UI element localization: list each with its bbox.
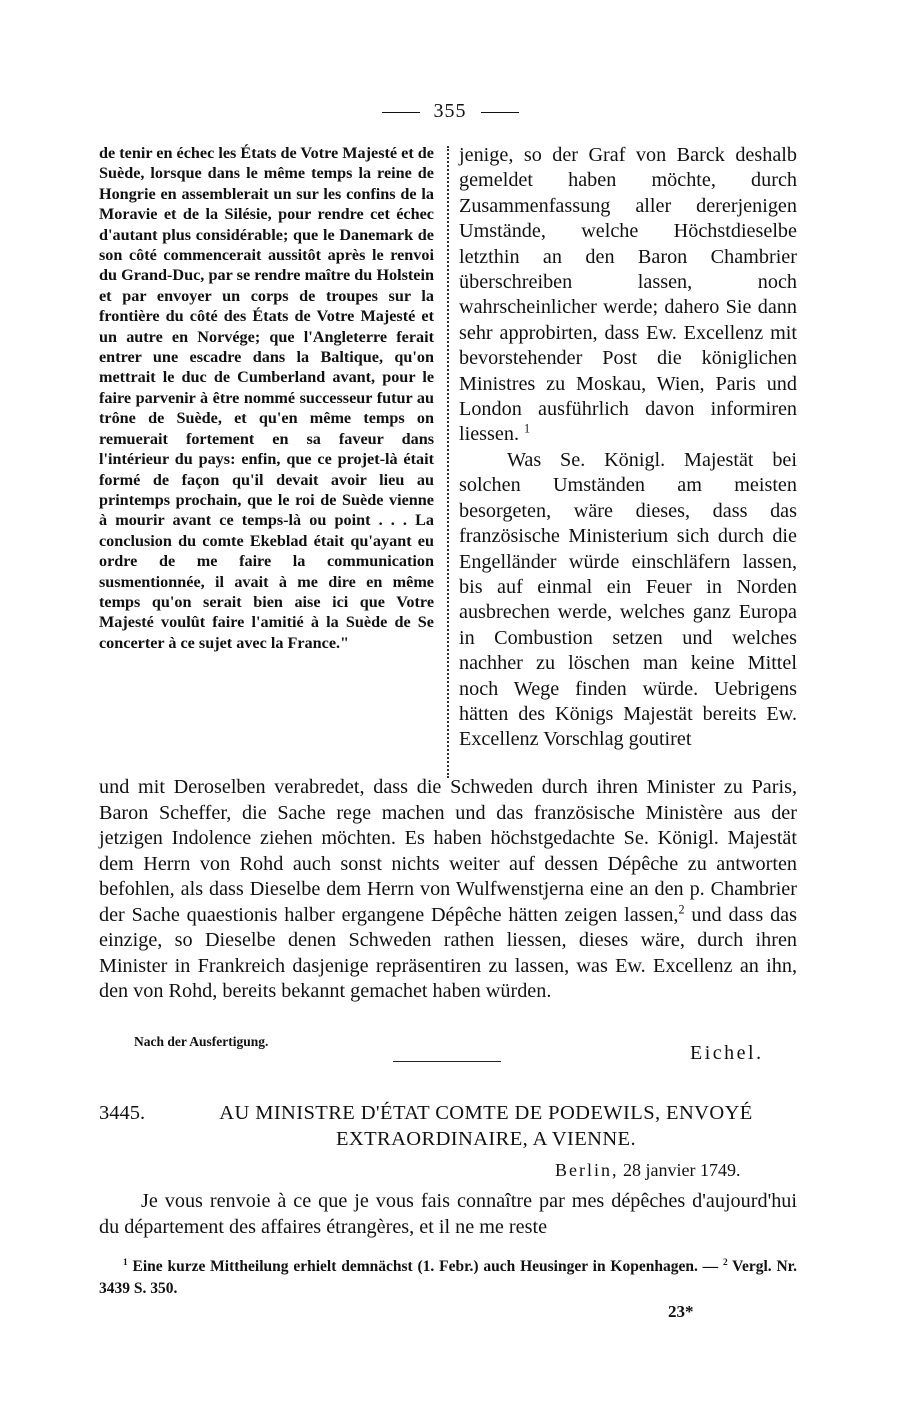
dateline-place: Berlin,: [555, 1160, 619, 1180]
footnote-2-marker: 2: [722, 1257, 728, 1268]
page-number-text: 355: [433, 100, 467, 122]
left-column-quote: de tenir en échec les États de Votre Majesté et de Suède, lorsque dans le même temps la reine de Hongrie en assemblerait un sur les confins de la Moravie et de la Silésie, pour rendre cet échec d'autant plus considérable; que le Danemark de son côté commencerait aussitôt après le renvoi du Grand-Duc, par se rendre maître du Holstein et par envoyer un corps de troupes sur la frontière du côté des États de Votre Majesté et un autre en Norvége; que l'Angleterre ferait entrer une escadre dans la Baltique, qu'on mettrait le duc de Cumberland avant, pour le faire parvenir à être nommé successeur futur au trône de Suède, et qu'en même temps on remuerait fortement en sa faveur dans l'intérieur du pays: enfin, que ce projet-là était formé de façon qu'il devait avoir lieu au printemps prochain, que le roi de Suède vienne à mourir avant ce temps-là ou point . . . La conclusion du comte Ekeblad était qu'ayant eu ordre de me faire la communication susmentionnée, il avait à me dire en même temps qu'on serait bien aise ici que Votre Majesté voulût faire l'amitié à la Suède de Se concerter à ce sujet avec la France.": [99, 144, 434, 652]
right-column: [459, 143, 797, 753]
full-width-text-1: und mit Deroselben verabredet, dass die Schweden durch ihren Minister zu Paris, Baron Scheffer, die Sache rege machen und das französische Ministère aus der jetzigen Indolence ziehen möchten. Es haben höchstgedachte Se. Königl. Majestät dem Herrn von Rohd auch sonst nichts weiter auf dessen Dépêche zu antworten befohlen, als dass Dieselbe dem Herrn von Wulfwenstjerna eine an den p. Chambrier der Sache quaestionis halber ergangene Dépêche hätten zeigen lassen,: [99, 776, 797, 926]
source-note: Nach der Ausfertigung.: [134, 1034, 269, 1049]
footnote-ref-1: 1: [524, 421, 531, 436]
footnotes: [99, 1256, 797, 1300]
section-separator: [393, 1061, 501, 1062]
sheet-signature: 23*: [668, 1302, 694, 1321]
page-number: [0, 100, 900, 123]
right-column-paragraph-1-text: jenige, so der Graf von Barck deshalb gemeldet haben möchte, durch Zusammenfassung aller dererjenigen Umstände, welche Höchstdieselbe letzthin an den Baron Chambrier überschreiben lassen, noch wahrscheinlicher werde; dahero Sie dann sehr approbirten, dass Ew. Excellenz mit bevorstehender Post die königlichen Ministres zu Moskau, Wien, Paris und London ausführlich davon informiren liessen.: [459, 144, 797, 446]
letter-body: Je vous renvoie à ce que je vous fais connaître par mes dépêches d'aujourd'hui du département des affaires étrangères, et il ne me reste: [99, 1190, 797, 1238]
dateline: [555, 1160, 740, 1181]
page-number-dash-left: [382, 112, 420, 113]
footnote-1-marker: 1: [123, 1257, 128, 1268]
page-number-dash-right: [481, 112, 519, 113]
full-width-paragraph: [99, 775, 797, 1005]
right-column-paragraph-1: [459, 143, 797, 448]
dateline-date: 28 janvier 1749.: [623, 1160, 741, 1180]
right-column-paragraph-2: Was Se. Königl. Majestät bei solchen Umständen am meisten besorgeten, wäre dieses, dass das französische Ministerium sich durch die Engelländer würde einschläfern lassen, bis auf einmal ein Feuer in Norden ausbrechen werde, welches ganz Europa in Combustion setzen und welches nachher zu löschen man keine Mittel noch Wege finden würde. Uebrigens hätten des Königs Majestät bereits Ew. Excellenz Vorschlag goutiret: [459, 448, 797, 751]
letter-number: 3445.: [99, 1102, 146, 1124]
letter-title: AU MINISTRE D'ÉTAT COMTE DE PODEWILS, ENVOYÉ EXTRAORDINAIRE, A VIENNE.: [219, 1102, 753, 1150]
footnote-2-text: Vergl. Nr. 3439 S. 350.: [99, 1258, 797, 1297]
full-width-text-2: und dass das einzige, so Dieselbe denen Schweden rathen liessen, dieses wäre, durch ihren Minister in Frankreich dasjenige repräsentiren zu lassen, was Ew. Excellenz an ihn, den von Rohd, bereits bekannt gemachet haben würden.: [99, 903, 797, 1002]
footnote-ref-2: 2: [678, 901, 685, 916]
column-divider: [447, 146, 449, 778]
signature: Eichel.: [690, 1042, 764, 1064]
footnote-1-text: Eine kurze Mittheilung erhielt demnächst (1. Febr.) auch Heusinger in Kopenhagen. —: [127, 1258, 723, 1275]
